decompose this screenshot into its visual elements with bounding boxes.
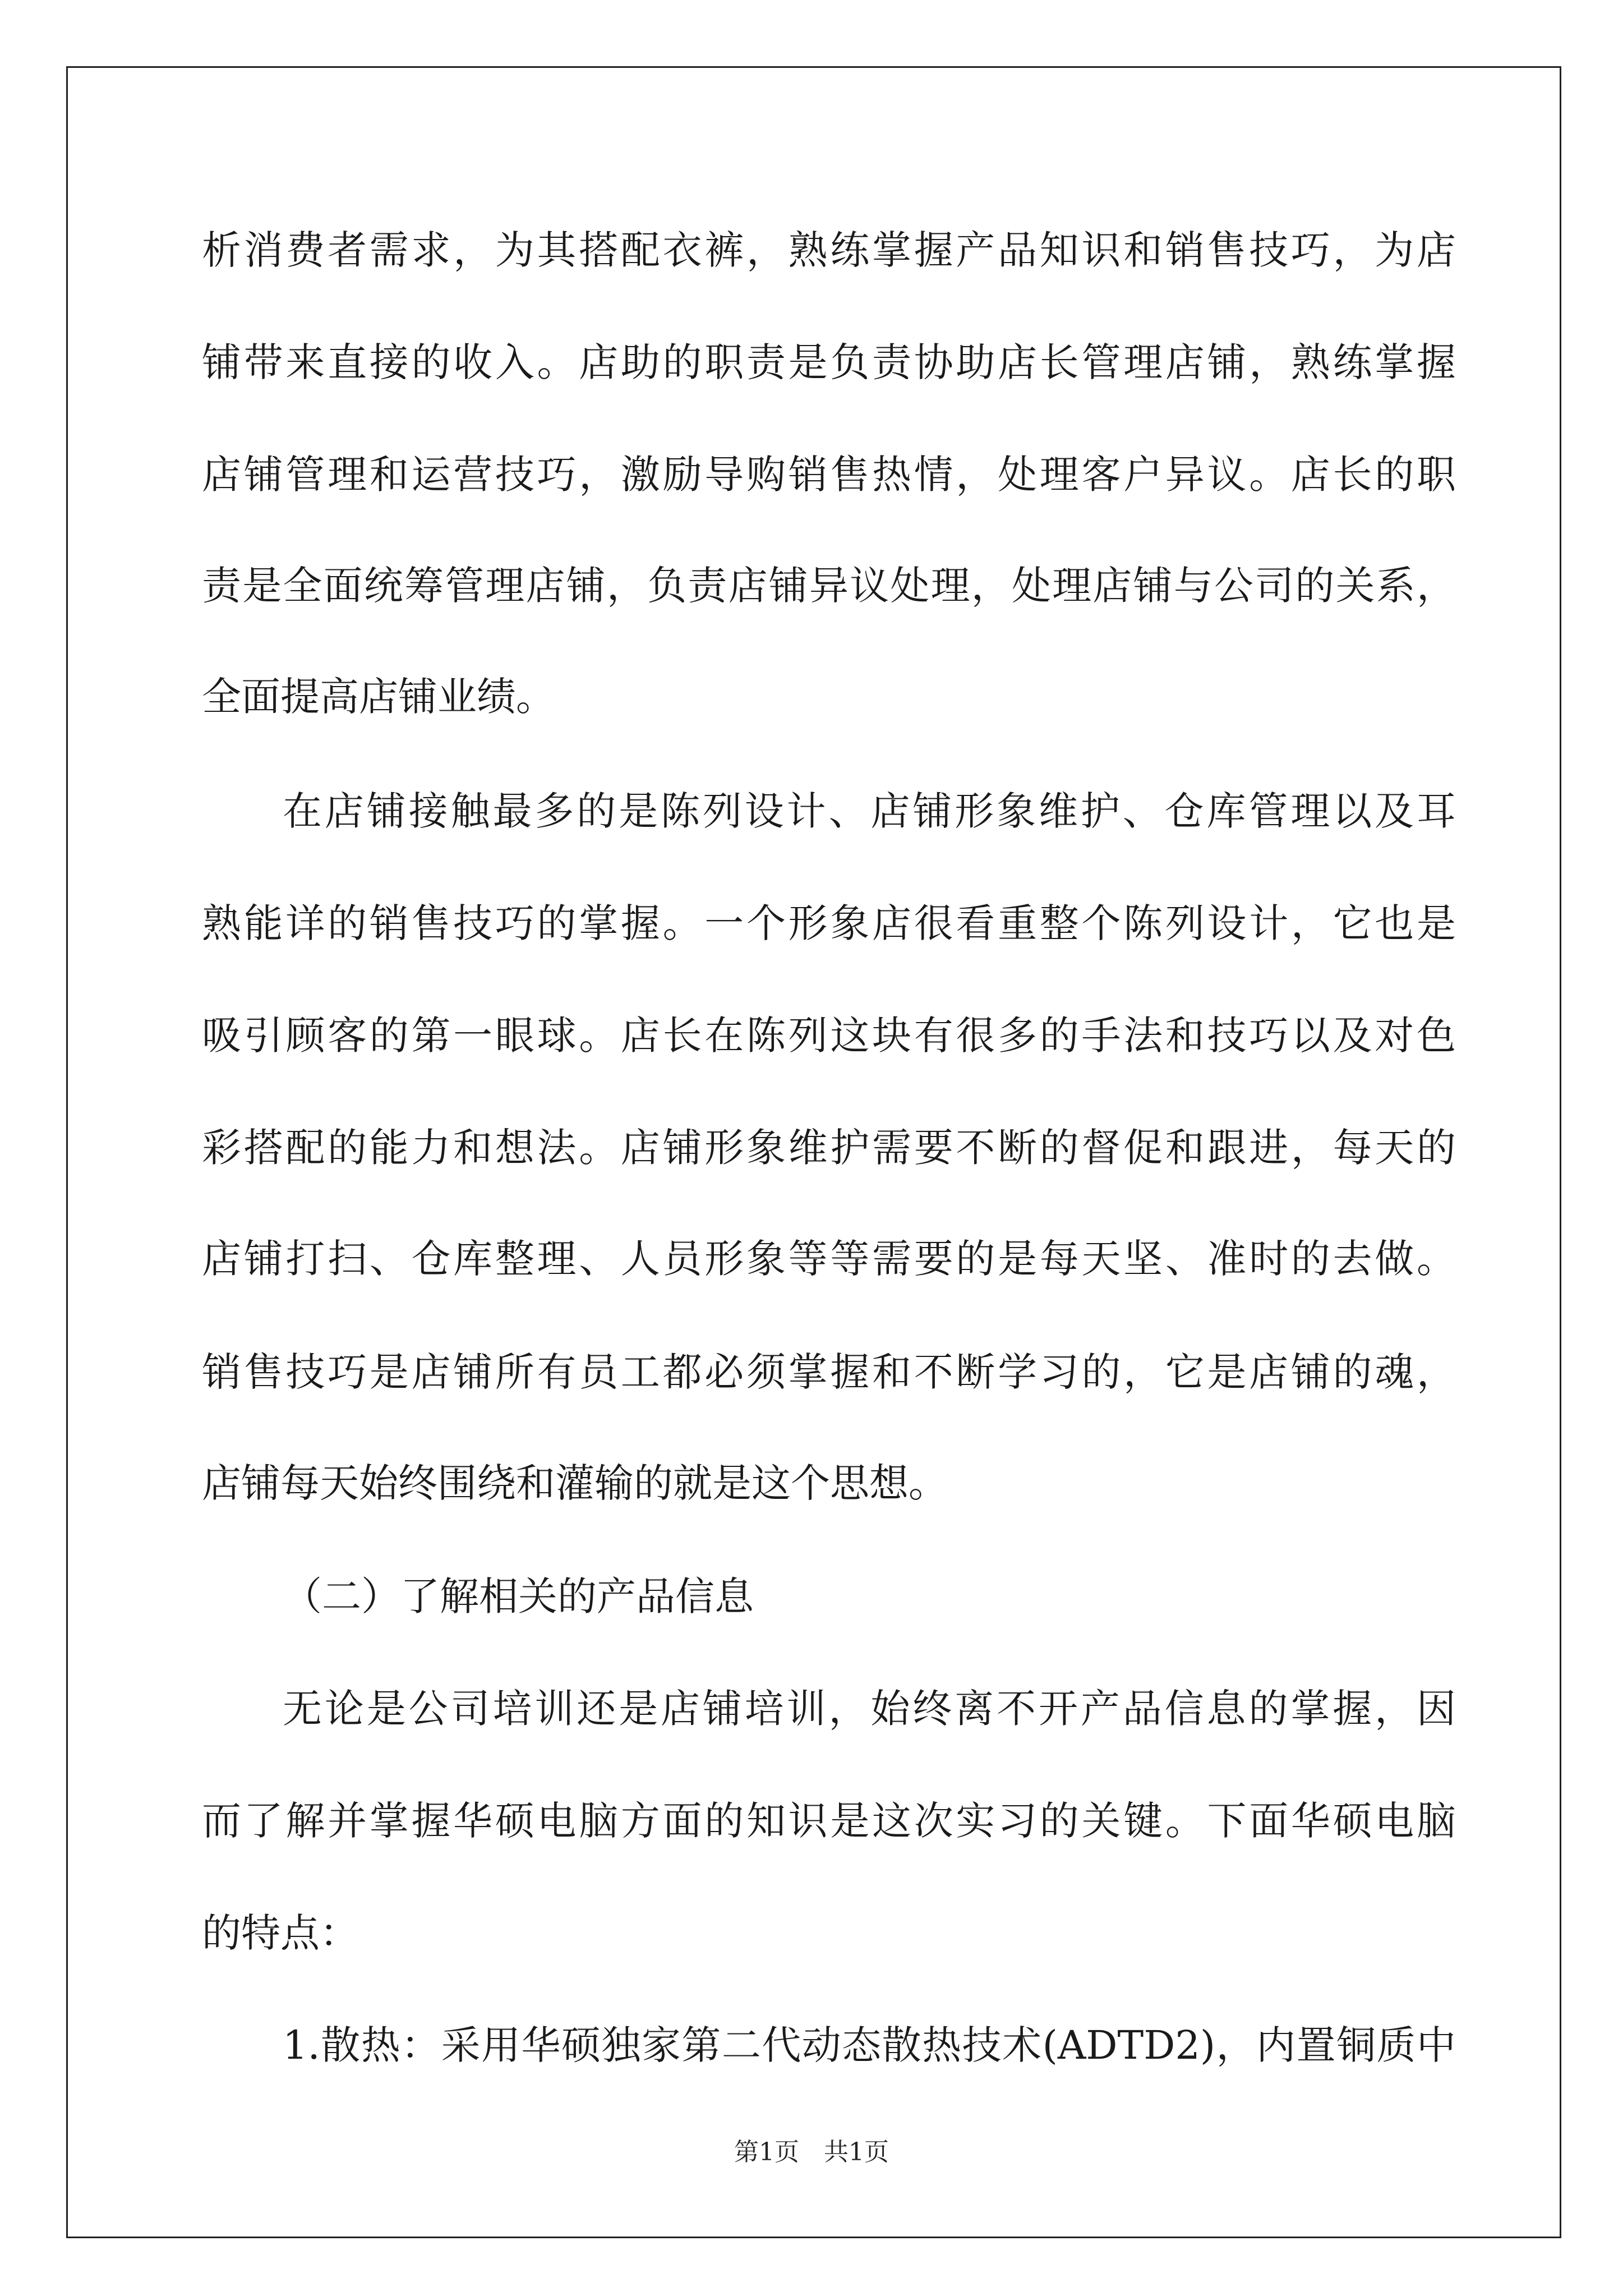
text-line: 店铺每天始终围绕和灌输的就是这个思想。 <box>202 1460 948 1506</box>
text-line: 责是全面统筹管理店铺，负责店铺异议处理，处理店铺与公司的关系， <box>202 563 1456 609</box>
text-line: 析消费者需求，为其搭配衣裤，熟练掌握产品知识和销售技巧，为店 <box>202 227 1456 273</box>
text-line: 熟能详的销售技巧的掌握。一个形象店很看重整个陈列设计，它也是 <box>202 900 1456 946</box>
text-line: 1.散热：采用华硕独家第二代动态散热技术(ADTD2)，内置铜质中 <box>283 2022 1456 2068</box>
text-line: 销售技巧是店铺所有员工都必须掌握和不断学习的，它是店铺的魂， <box>202 1349 1456 1395</box>
text-line: 而了解并掌握华硕电脑方面的知识是这次实习的关键。下面华硕电脑 <box>202 1798 1456 1844</box>
text-line: 店铺管理和运营技巧，激励导购销售热情，处理客户异议。店长的职 <box>202 452 1456 498</box>
text-line: 的特点： <box>202 1910 359 1956</box>
text-line: 在店铺接触最多的是陈列设计、店铺形象维护、仓库管理以及耳 <box>283 788 1456 834</box>
page-footer: 第1页 共1页 <box>734 2138 889 2166</box>
section-heading: （二）了解相关的产品信息 <box>283 1573 754 1619</box>
text-line: 全面提高店铺业绩。 <box>202 674 555 720</box>
text-line: 吸引顾客的第一眼球。店长在陈列这块有很多的手法和技巧以及对色 <box>202 1013 1456 1059</box>
text-line: 铺带来直接的收入。店助的职责是负责协助店长管理店铺，熟练掌握 <box>202 339 1456 385</box>
text-line: 无论是公司培训还是店铺培训，始终离不开产品信息的掌握，因 <box>283 1686 1456 1732</box>
text-line: 店铺打扫、仓库整理、人员形象等等需要的是每天坚、准时的去做。 <box>202 1236 1456 1282</box>
text-line: 彩搭配的能力和想法。店铺形象维护需要不断的督促和跟进，每天的 <box>202 1125 1456 1171</box>
